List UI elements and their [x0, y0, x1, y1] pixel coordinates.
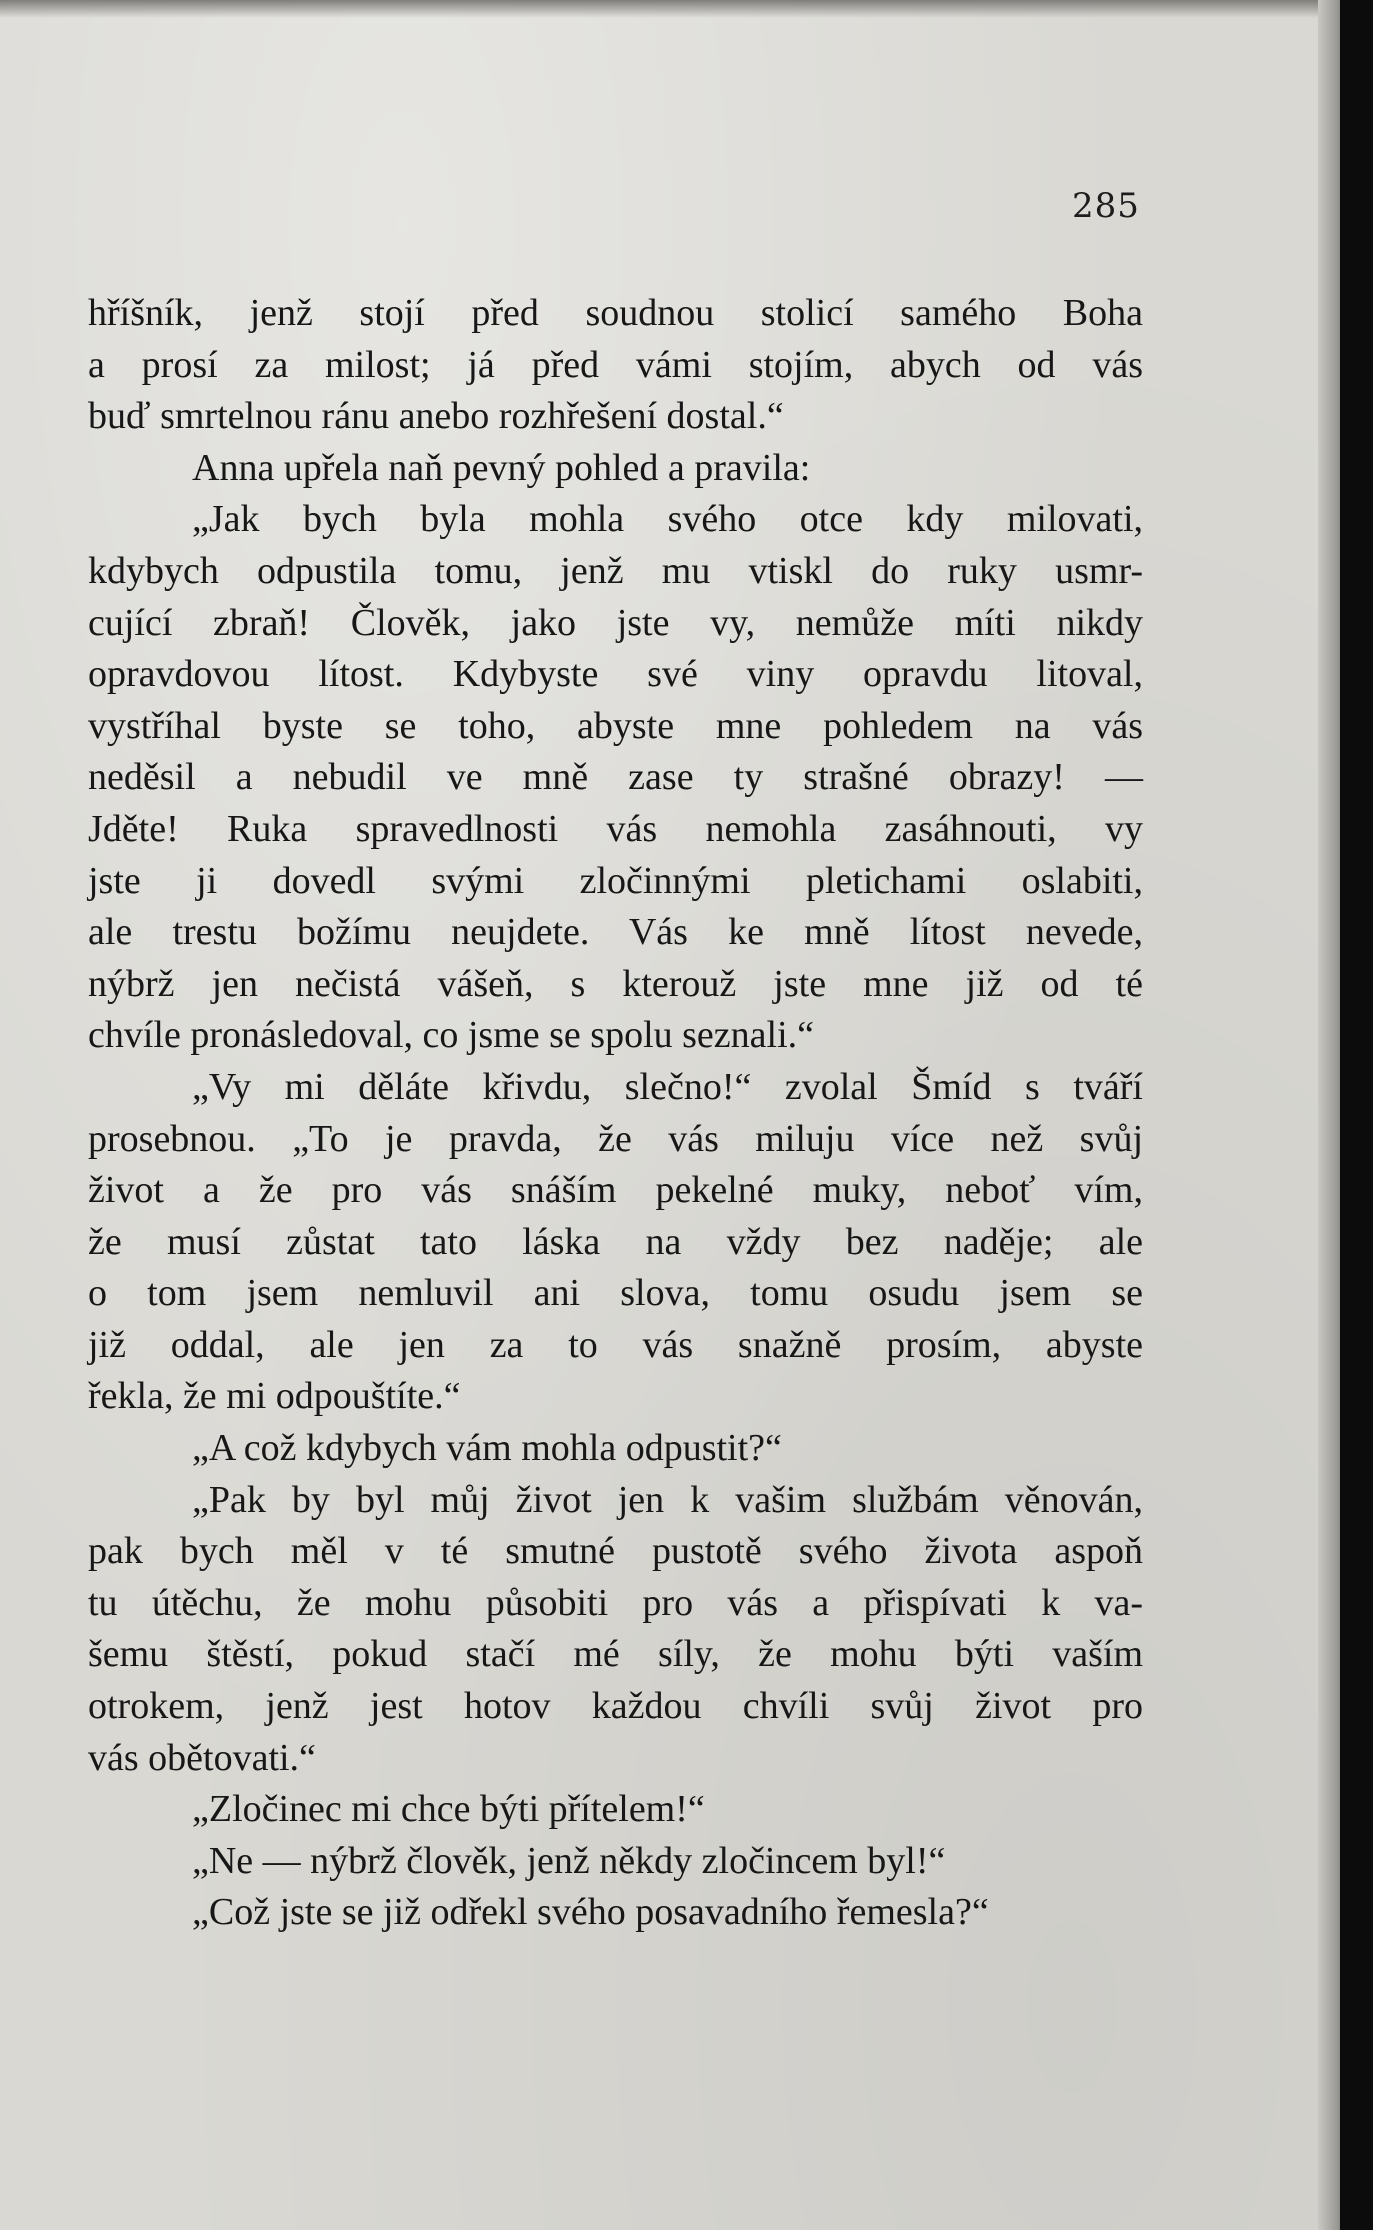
text-line: „Pak by byl můj život jen k vašim službám věnován, [192, 1478, 1143, 1521]
text-line: řekla, že mi odpouštíte.“ [88, 1375, 461, 1418]
text-line: Jděte! Ruka spravedlnosti vás nemohla zasáhnouti, vy [88, 807, 1143, 850]
text-line: že musí zůstat tato láska na vždy bez naděje; ale [88, 1220, 1143, 1263]
text-line: opravdovou lítost. Kdybyste své viny opravdu litoval, [88, 653, 1143, 696]
text-line: a prosí za milost; já před vámi stojím, abych od vás [88, 343, 1143, 386]
text-line: „Což jste se již odřekl svého posavadního řemesla?“ [192, 1891, 989, 1934]
text-line: „Jak bych byla mohla svého otce kdy milovati, [192, 498, 1143, 541]
text-line: ale trestu božímu neujdete. Vás ke mně lítost nevede, [88, 911, 1143, 954]
text-line: „Zločinec mi chce býti přítelem!“ [192, 1788, 705, 1831]
text-line: tu útěchu, že mohu působiti pro vás a přispívati k va- [88, 1581, 1143, 1624]
text-line: „A což kdybych vám mohla odpustit?“ [192, 1427, 782, 1470]
text-line: pak bych měl v té smutné pustotě svého života aspoň [88, 1530, 1143, 1573]
text-line: již oddal, ale jen za to vás snažně prosím, abyste [88, 1323, 1143, 1366]
page-right-edge-shadow [1318, 0, 1340, 2230]
text-line: kdybych odpustila tomu, jenž mu vtiskl do ruky usmr- [88, 549, 1143, 592]
text-line: buď smrtelnou ránu anebo rozhřešení dostal.“ [88, 395, 784, 438]
text-line: šemu štěstí, pokud stačí mé síly, že mohu býti vaším [88, 1633, 1143, 1676]
text-line: Anna upřela naň pevný pohled a pravila: [192, 446, 811, 489]
text-line: jste ji dovedl svými zločinnými pletichami oslabiti, [88, 859, 1143, 902]
text-line: vás obětovati.“ [88, 1736, 316, 1779]
text-line: cující zbraň! Člověk, jako jste vy, nemůže míti nikdy [88, 601, 1143, 644]
text-line: neděsil a nebudil ve mně zase ty strašné obrazy! — [88, 756, 1143, 799]
text-line: chvíle pronásledoval, co jsme se spolu seznali.“ [88, 1014, 815, 1057]
text-line: hříšník, jenž stojí před soudnou stolicí samého Boha [88, 292, 1143, 334]
body-text [88, 288, 1143, 1939]
page-number: 285 [1072, 186, 1140, 226]
text-line: prosebnou. „To je pravda, že vás miluju více než svůj [88, 1117, 1143, 1160]
text-line: nýbrž jen nečistá vášeň, s kterouž jste mne již od té [88, 962, 1143, 1005]
text-line: otrokem, jenž jest hotov každou chvíli svůj život pro [88, 1685, 1143, 1728]
text-line: život a že pro vás snáším pekelné muky, neboť vím, [88, 1169, 1143, 1212]
text-line: vystříhal byste se toho, abyste mne pohledem na vás [88, 704, 1143, 747]
text-line: o tom jsem nemluvil ani slova, tomu osudu jsem se [88, 1272, 1143, 1315]
text-line: „Vy mi děláte křivdu, slečno!“ zvolal Šmíd s tváří [192, 1065, 1143, 1108]
text-line: „Ne — nýbrž člověk, jenž někdy zločincem byl!“ [192, 1839, 946, 1882]
page-top-shadow [0, 0, 1340, 18]
